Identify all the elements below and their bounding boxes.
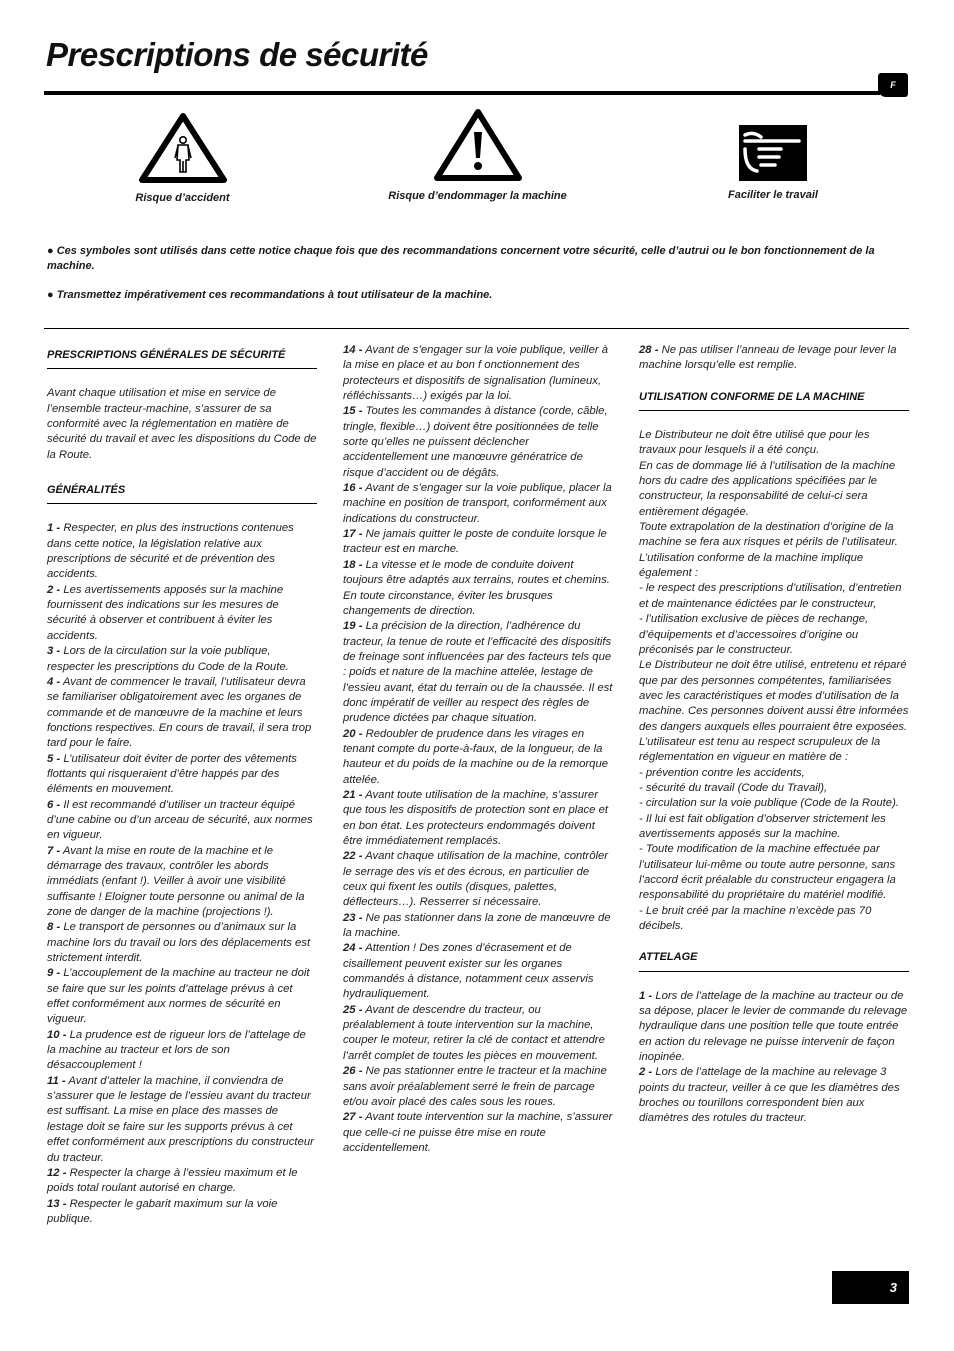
list-item: 6 - Il est recommandé d’utiliser un tracteur équipé d’une cabine ou d’un arceau de sécurité, aux normes en vigueur. <box>47 798 313 842</box>
list-item: 23 - Ne pas stationner dans la zone de manœuvre de la machine. <box>343 911 611 940</box>
list-item: 5 - L’utilisateur doit éviter de porter des vêtements flottants qui risqueraient d’être happés par des éléments en mouvement. <box>47 752 297 796</box>
list-item: 2 - Lors de l’attelage de la machine au relevage 3 points du tracteur, veiller à ce que les diamètres des broches ou tourillons correspondent bien aux diamètres des rotules du tracteur. <box>639 1066 900 1125</box>
general-intro: Avant chaque utilisation et mise en service de l’ensemble tracteur-machine, s’assurer de sa conformité avec la réglementation en matière de sécurité du travail et avec les dispositions du Code de la Route. <box>47 387 317 461</box>
use-line: - prévention contre les accidents, <box>639 766 805 779</box>
list-item: 22 - Avant chaque utilisation de la machine, contrôler le serrage des vis et des écrous, en particulier de ceux qui fixent les outils (disques, palettes, déflecteurs…). Resserrer si nécessaire. <box>343 850 609 909</box>
list-item: 14 - Avant de s’engager sur la voie publique, veiller à la mise en place et au bon f onctionnement des protecteurs et dispositifs de signalisation (lumineux, réfléchissants…) exigés par la loi. <box>343 344 609 403</box>
symbol-label: Faciliter le travail <box>728 189 818 201</box>
list-item: 7 - Avant la mise en route de la machine et le démarrage des travaux, contrôler les abords immédiats (enfant !). Veiller à avoir une visibilité suffisante ! Eloigner toute personne ou animal de la zone de danger de la machine (projections !). <box>47 844 305 918</box>
list-item: 18 - La vitesse et le mode de conduite doivent toujours être adaptés aux terrains, routes et chemins. En toute circonstance, éviter les brusques changements de direction. <box>343 558 610 617</box>
title-rule <box>44 91 880 95</box>
use-line: - Il lui est fait obligation d’observer strictement les avertissements apposés sur la machine. <box>639 812 886 840</box>
section-divider <box>44 328 909 329</box>
symbol-label: Risque d’endommager la machine <box>388 190 567 202</box>
section-heading-general-safety: PRESCRIPTIONS GÉNÉRALES DE SÉCURITÉ <box>47 348 317 369</box>
list-item: 16 - Avant de s’engager sur la voie publique, placer la machine en position de transport, conformément aux indications du constructeur. <box>343 482 612 525</box>
section-heading-attelage: ATTELAGE <box>639 950 909 971</box>
use-line: En cas de dommage lié à l’utilisation de la machine hors du cadre des applications spécifiées par le constructeur, la responsabilité de celui-ci sera entièrement dégagée. <box>639 459 896 518</box>
use-line: L’utilisateur est tenu au respect scrupuleux de la réglementation en vigueur en matière de : <box>639 735 881 764</box>
list-item: 2 - Les avertissements apposés sur la machine fournissent des indications sur les mesures de sécurité à observer et contribuent à éviter les accidents. <box>47 583 284 642</box>
list-item: 13 - Respecter le gabarit maximum sur la voie publique. <box>47 1197 278 1225</box>
symbol-accident <box>100 112 265 204</box>
column-1 <box>47 343 317 1227</box>
list-item: 1 - Lors de l’attelage de la machine au tracteur ou de sa dépose, placer le levier de commande du relevage hydraulique dans une position telle que toute entrée en action du relevage ne puisse intervenir de façon inopinée. <box>639 989 908 1064</box>
page-number: 3 <box>832 1271 909 1304</box>
use-line: - Toute modification de la machine effectuée par l’utilisateur lui-même ou toute autre personne, sans l’accord écrit préalable du constructeur engagera la responsabilité du propriétaire du matériel modifié. <box>639 843 896 902</box>
list-item: 27 - Avant toute intervention sur la machine, s’assurer que celle-ci ne puisse être mise en route accidentellement. <box>343 1111 613 1154</box>
list-item: 11 - Avant d’atteler la machine, il conviendra de s’assurer que le lestage de l’essieu avant du tracteur est suffisant. La mise en place des masses de lestage doit se faire sur les supports prévus à cet effet conformément aux prescriptions du constructeur du tracteur. <box>47 1074 314 1164</box>
use-line: - le respect des prescriptions d’utilisation, d’entretien et de maintenance édictées par le constructeur, <box>639 582 902 610</box>
symbols-note: ● Ces symboles sont utilisés dans cette notice chaque fois que des recommandations concernent votre sécurité, celle d’autrui ou le bon fonctionnement de la machine. <box>47 245 875 272</box>
use-line: Toute extrapolation de la destination d’origine de la machine se fera aux risques et périls de l’utilisateur. <box>639 521 898 549</box>
list-item: 4 - Avant de commencer le travail, l’utilisateur devra se familiariser obligatoirement avec les organes de commande et de manœuvre de la machine et leurs fonctions respectives. En cours de travail, il sera trop tard pour le faire. <box>47 675 312 750</box>
list-item: 3 - Lors de la circulation sur la voie publique, respecter les prescriptions du Code de la Route. <box>47 645 289 673</box>
symbol-easier-work <box>708 125 838 201</box>
list-item: 15 - Toutes les commandes à distance (corde, câble, tringle, flexible…) doivent être positionnées de telle sorte qu’elles ne puissent déclencher accidentellement une manœuvre génératrice de risque d’accident ou de dégâts. <box>343 405 608 479</box>
accident-warning-icon <box>138 112 228 184</box>
symbol-machine-damage <box>375 108 580 202</box>
column-2 <box>343 343 613 1156</box>
list-item: 24 - Attention ! Des zones d’écrasement et de cisaillement peuvent exister sur les organes commandés à distance, notamment ceux asservis hydrauliquement. <box>343 942 594 1001</box>
list-item: 28 - Ne pas utiliser l’anneau de levage pour lever la machine lorsqu’elle est remplie. <box>639 344 897 372</box>
use-line: L’utilisation conforme de la machine implique également : <box>639 551 864 580</box>
list-item: 19 - La précision de la direction, l’adhérence du tracteur, la tenue de route et l’efficacité des dispositifs de freinage sont influencées par des facteurs tels que : poids et nature de la machine attelée, lestage de l’essieu avant, état du terrain ou de la chaussée. Il est donc impératif de veiller au respect des règles de prudence dictées par chaque situation. <box>343 620 613 725</box>
list-item: 12 - Respecter la charge à l’essieu maximum et le poids total roulant autorisé en charge. <box>47 1166 298 1195</box>
symbol-label: Risque d’accident <box>135 192 230 204</box>
use-line: Le Distributeur ne doit être utilisé, entretenu et réparé que par des personnes compétentes, familiarisées avec les caractéristiques et modes d’utilisation de la machine. Ces personnes doivent aussi être informées des dangers auxquels elles pourraient être exposées. <box>639 659 909 733</box>
page-title: Prescriptions de sécurité <box>46 36 428 73</box>
list-item: 25 - Avant de descendre du tracteur, ou préalablement à toute intervention sur la machine, couper le moteur, retirer la clé de contact et attendre l’arrêt complet de toutes les pièces en mouvement. <box>343 1003 605 1062</box>
transmit-note: ● Transmettez impérativement ces recommandations à tout utilisateur de la machine. <box>47 289 493 301</box>
list-item: 1 - Respecter, en plus des instructions contenues dans cette notice, la législation relative aux prescriptions de sécurité et de prévention des accidents. <box>47 522 294 581</box>
machine-damage-warning-icon <box>433 108 523 182</box>
use-line: Le Distributeur ne doit être utilisé que pour les travaux pour lesquels il a été conçu. <box>639 429 870 457</box>
column-3 <box>639 343 909 1127</box>
section-heading-generalites: GÉNÉRALITÉS <box>47 483 317 504</box>
list-item: 9 - L’accouplement de la machine au tracteur ne doit se faire que sur les points d’attelage prévus à cet effet conformément aux normes de sécurité en vigueur. <box>47 967 310 1026</box>
list-item: 20 - Redoubler de prudence dans les virages en tenant compte du porte-à-faux, de la longueur, de la hauteur et du poids de la machine ou de la remorque attelée. <box>343 727 609 786</box>
list-item: 8 - Le transport de personnes ou d’animaux sur la machine lors du travail ou lors des déplacements est strictement interdit. <box>47 921 311 965</box>
language-badge: F <box>878 73 908 97</box>
use-line: - sécurité du travail (Code du Travail), <box>639 781 828 794</box>
use-line: - circulation sur la voie publique (Code de la Route). <box>639 797 899 810</box>
pointing-hand-icon <box>739 125 807 181</box>
list-item: 10 - La prudence est de rigueur lors de l’attelage de la machine au tracteur et lors de son désaccouplement ! <box>47 1028 306 1072</box>
list-item: 17 - Ne jamais quitter le poste de conduite lorsque le tracteur est en marche. <box>343 528 607 556</box>
section-heading-conform-use: UTILISATION CONFORME DE LA MACHINE <box>639 390 909 411</box>
list-item: 26 - Ne pas stationner entre le tracteur et la machine sans avoir préalablement serré le frein de parcage et/ou avoir placé des cales sous les roues. <box>343 1065 607 1108</box>
list-item: 21 - Avant toute utilisation de la machine, s’assurer que tous les dispositifs de protection sont en place et en bon état. Les protecteurs endommagés doivent être immédiatement remplacés. <box>343 788 609 847</box>
use-line: - l’utilisation exclusive de pièces de rechange, d’équipements et d’accessoires d’origine ou préconisés par le constructeur. <box>639 613 869 656</box>
use-line: - Le bruit créé par la machine n’excède pas 70 décibels. <box>639 904 872 933</box>
